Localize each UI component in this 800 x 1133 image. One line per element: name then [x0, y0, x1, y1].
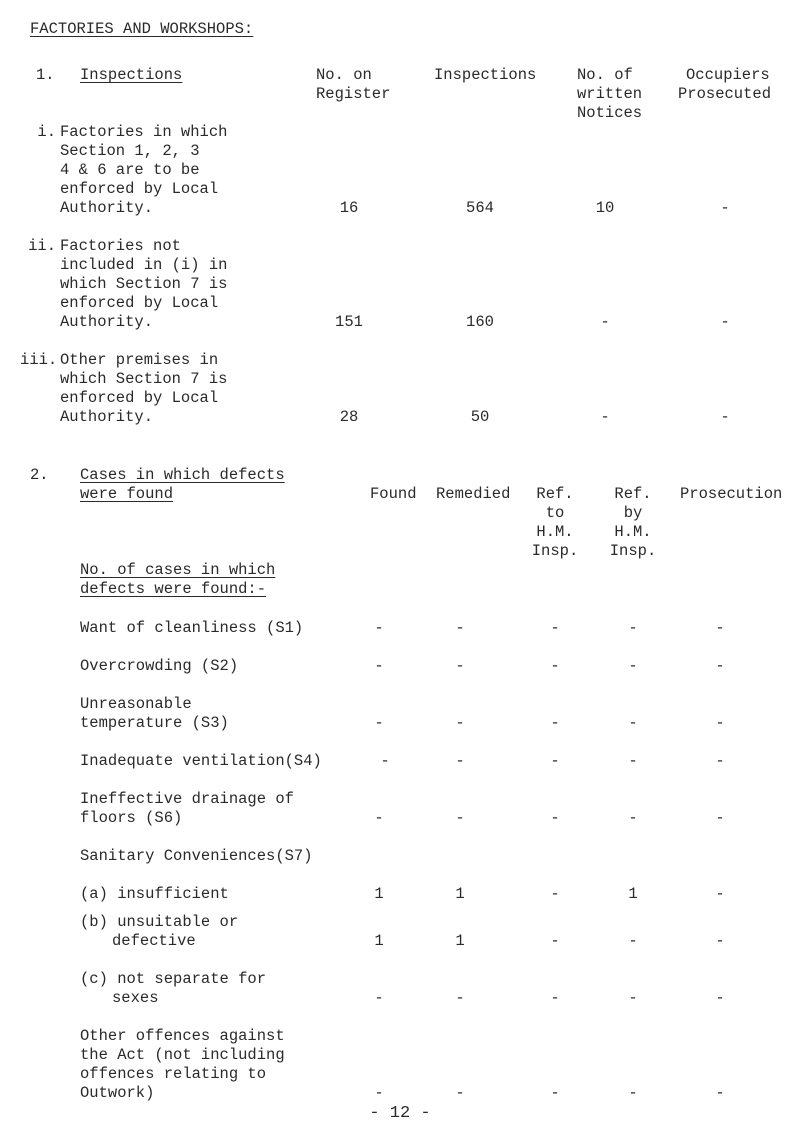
s1-row-prosecuted: - [720, 199, 730, 217]
s1-row-text: enforced by Local [60, 294, 219, 312]
s2-row-prosecution: - [715, 752, 725, 770]
s2-row-remedied: 1 [455, 932, 465, 950]
s2-row-found: - [380, 752, 390, 770]
s2-row-ref-by: 1 [628, 885, 638, 903]
s2-row-text: sexes [112, 989, 159, 1007]
s2-row-found: - [374, 657, 384, 675]
s2-header-remedied: Remedied [436, 485, 511, 503]
s2-row-ref-by: - [628, 619, 638, 637]
s2-row-ref-by: - [628, 989, 638, 1007]
s2-row-remedied: - [455, 714, 465, 732]
s1-header-inspections: Inspections [80, 66, 183, 84]
s2-header-ref-by: by [623, 504, 643, 522]
s2-row-ref-to: - [550, 1084, 560, 1102]
s2-row-text: defective [112, 932, 196, 950]
s2-row-ref-by: - [628, 1084, 638, 1102]
s2-title-1: Cases in which defects [80, 466, 285, 484]
s1-row-text: Factories not [60, 237, 181, 255]
s2-row-prosecution: - [715, 619, 725, 637]
s2-header-ref-to: H.M. [536, 523, 574, 541]
s2-header-prosecution: Prosecution [680, 485, 783, 503]
s1-row-text: Other premises in [60, 351, 219, 369]
s1-row-inspections: 50 [470, 408, 490, 426]
s2-row-text: temperature (S3) [80, 714, 229, 732]
s2-row-prosecution: - [715, 809, 725, 827]
s1-header-occupiers-1: Occupiers [686, 66, 770, 84]
s2-header-ref-by: Ref. [614, 485, 652, 503]
s2-row-ref-to: - [550, 714, 560, 732]
s2-row-remedied: - [455, 989, 465, 1007]
page-number: - 12 - [369, 1104, 431, 1123]
s2-row-ref-to: - [550, 619, 560, 637]
s2-header-ref-by: H.M. [614, 523, 652, 541]
s1-row-text: Authority. [60, 408, 154, 426]
s1-row-prosecuted: - [720, 408, 730, 426]
s2-row-remedied: - [455, 1084, 465, 1102]
s1-row-inspections: 564 [466, 199, 494, 217]
s1-row-notices: 10 [595, 199, 615, 217]
s2-row-ref-to: - [550, 932, 560, 950]
s2-title-2: were found [80, 485, 174, 503]
s2-row-found: - [374, 619, 384, 637]
s2-row-text: floors (S6) [80, 809, 183, 827]
s2-row-prosecution: - [715, 714, 725, 732]
s2-row-found: 1 [374, 885, 384, 903]
s2-row-remedied: - [455, 619, 465, 637]
s2-subtitle-2: defects were found:- [80, 580, 267, 598]
s1-row-text: which Section 7 is [60, 275, 228, 293]
s2-row-ref-to: - [550, 657, 560, 675]
s1-header-register-2: Register [316, 85, 391, 103]
s2-row-ref-to: - [550, 885, 560, 903]
s2-row-text: (c) not separate for [80, 970, 267, 988]
s2-row-remedied: 1 [455, 885, 465, 903]
s2-row-found: - [374, 989, 384, 1007]
s2-header-found: Found [370, 485, 417, 503]
s2-row-prosecution: - [715, 657, 725, 675]
s1-row-text: enforced by Local [60, 389, 219, 407]
s2-row-text: Sanitary Conveniences(S7) [80, 847, 313, 865]
s2-row-text: Overcrowding (S2) [80, 657, 239, 675]
s2-row-ref-by: - [628, 809, 638, 827]
s2-row-ref-to: - [550, 989, 560, 1007]
s1-row-register: 16 [339, 199, 359, 217]
s2-subtitle-1: No. of cases in which [80, 561, 276, 579]
s1-row-inspections: 160 [466, 313, 494, 331]
s2-row-prosecution: - [715, 989, 725, 1007]
s1-row-text: which Section 7 is [60, 370, 228, 388]
s2-row-ref-by: - [628, 752, 638, 770]
s2-row-found: - [374, 1084, 384, 1102]
s1-row-label: i. [37, 123, 56, 141]
s1-header-register-1: No. on [316, 66, 372, 84]
s2-header-ref-to: Ref. [536, 485, 574, 503]
s2-row-ref-by: - [628, 932, 638, 950]
s2-row-text: (a) insufficient [80, 885, 229, 903]
page-title: FACTORIES AND WORKSHOPS: [30, 20, 254, 38]
s1-row-prosecuted: - [720, 313, 730, 331]
s2-row-text: Other offences against [80, 1027, 285, 1045]
s1-header-notices-2: written [577, 85, 643, 103]
s1-row-notices: - [600, 313, 610, 331]
s2-row-text: Want of cleanliness (S1) [80, 619, 304, 637]
s2-row-remedied: - [455, 752, 465, 770]
s2-row-ref-to: - [550, 809, 560, 827]
s2-row-found: - [374, 714, 384, 732]
s1-header-occupiers-2: Prosecuted [678, 85, 772, 103]
s1-row-text: Factories in which [60, 123, 228, 141]
s1-row-register: 151 [335, 313, 363, 331]
s2-row-prosecution: - [715, 1084, 725, 1102]
s2-row-remedied: - [455, 809, 465, 827]
s1-row-text: Section 1, 2, 3 [60, 142, 200, 160]
s2-row-text: Unreasonable [80, 695, 192, 713]
s2-row-prosecution: - [715, 932, 725, 950]
s2-row-text: Outwork) [80, 1084, 155, 1102]
s1-row-text: included in (i) in [60, 256, 228, 274]
s1-row-label: iii. [20, 351, 58, 369]
s1-row-text: Authority. [60, 199, 154, 217]
s2-row-prosecution: - [715, 885, 725, 903]
s1-header-notices-3: Notices [577, 104, 643, 122]
s2-row-ref-by: - [628, 714, 638, 732]
s2-header-ref-to: Insp. [531, 542, 579, 560]
s2-row-found: - [374, 809, 384, 827]
s1-row-text: Authority. [60, 313, 154, 331]
s2-header-ref-to: to [545, 504, 565, 522]
s2-row-text: Inadequate ventilation(S4) [80, 752, 322, 770]
s1-header-inspections-col: Inspections [434, 66, 537, 84]
s2-row-remedied: - [455, 657, 465, 675]
s2-row-text: (b) unsuitable or [80, 913, 239, 931]
s1-row-label: ii. [28, 237, 56, 255]
s1-row-text: 4 & 6 are to be [60, 161, 200, 179]
section-1-number: 1. [36, 66, 55, 84]
s2-header-ref-by: Insp. [609, 542, 657, 560]
s2-row-found: 1 [374, 932, 384, 950]
section-2-number: 2. [30, 466, 49, 484]
s2-row-ref-to: - [550, 752, 560, 770]
s1-row-register: 28 [339, 408, 359, 426]
s1-header-notices-1: No. of [577, 66, 633, 84]
s2-row-ref-by: - [628, 657, 638, 675]
s1-row-text: enforced by Local [60, 180, 219, 198]
s2-row-text: Ineffective drainage of [80, 790, 294, 808]
s2-row-text: the Act (not including [80, 1046, 285, 1064]
s1-row-notices: - [600, 408, 610, 426]
s2-row-text: offences relating to [80, 1065, 267, 1083]
